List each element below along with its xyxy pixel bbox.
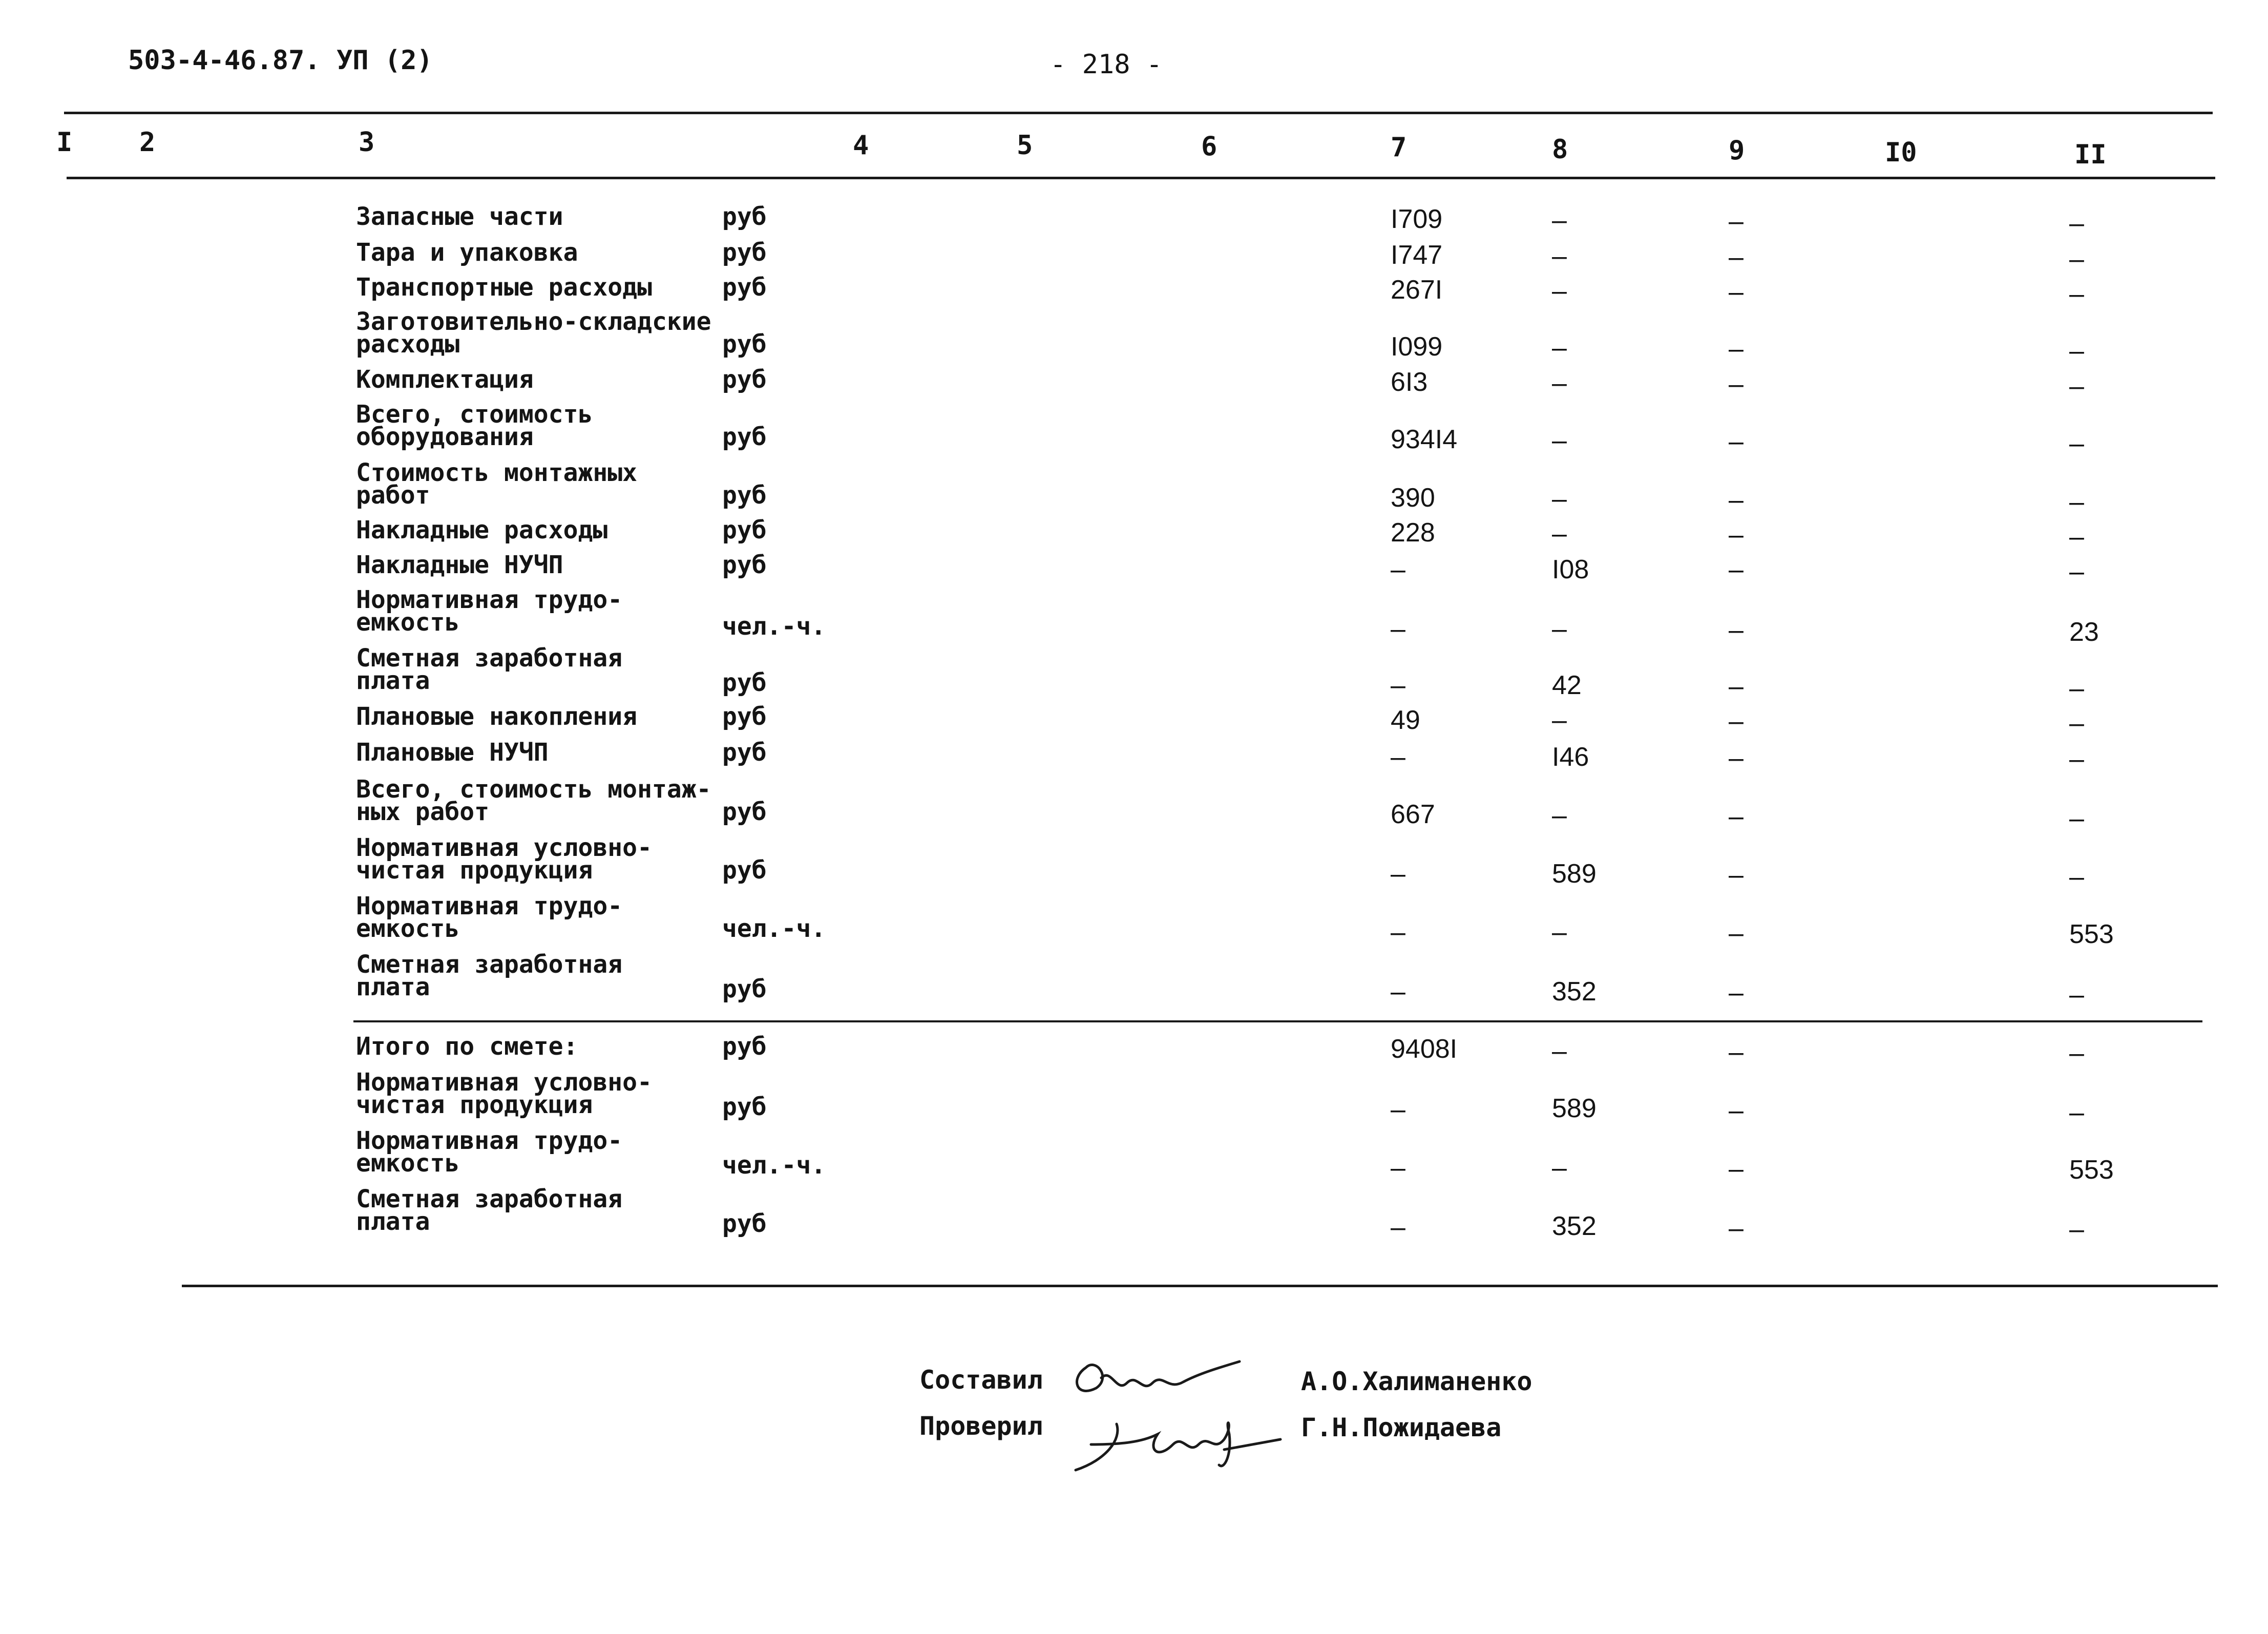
value-col-9: – bbox=[1729, 334, 1744, 364]
header-top-rule bbox=[64, 112, 2213, 114]
value-col-8: 589 bbox=[1552, 1094, 1597, 1123]
value-col-11: – bbox=[2069, 244, 2084, 274]
value-col-11: – bbox=[2069, 804, 2084, 833]
row-label: Запасные части bbox=[356, 202, 563, 231]
value-col-11: – bbox=[2069, 279, 2084, 309]
value-col-9: – bbox=[1729, 555, 1744, 584]
value-col-7: I747 bbox=[1391, 240, 1443, 270]
value-col-9: – bbox=[1729, 206, 1744, 236]
document-code: 503-4-46.87. УП (2) bbox=[128, 45, 433, 76]
value-col-9: – bbox=[1729, 369, 1744, 399]
value-col-8: – bbox=[1552, 368, 1567, 398]
compiled-by-name: А.О.Халиманенко bbox=[1301, 1367, 1532, 1396]
value-col-8: – bbox=[1552, 801, 1567, 830]
row-label-cont: емкость bbox=[356, 1149, 460, 1178]
column-number: 8 bbox=[1552, 134, 1568, 165]
compiled-by-label: Составил bbox=[919, 1365, 1043, 1395]
row-label: Транспортные расходы bbox=[356, 273, 652, 302]
value-col-9: – bbox=[1729, 242, 1744, 272]
value-col-11: – bbox=[2069, 557, 2084, 586]
value-col-8: I46 bbox=[1552, 742, 1589, 772]
value-col-11: – bbox=[2069, 980, 2084, 1010]
column-number: 4 bbox=[853, 130, 869, 161]
value-col-8: I08 bbox=[1552, 555, 1589, 584]
value-col-11: 553 bbox=[2069, 1155, 2114, 1185]
value-col-8: – bbox=[1552, 1036, 1567, 1066]
value-col-7: 9408I bbox=[1391, 1034, 1458, 1064]
value-col-9: – bbox=[1729, 1037, 1744, 1067]
row-unit: руб bbox=[722, 702, 767, 731]
value-col-8: 352 bbox=[1552, 1211, 1597, 1241]
value-col-11: – bbox=[2069, 429, 2084, 458]
value-col-9: – bbox=[1729, 1154, 1744, 1184]
row-label-cont: плата bbox=[356, 666, 430, 695]
value-col-8: – bbox=[1552, 614, 1567, 644]
header-bottom-rule bbox=[67, 177, 2215, 179]
value-col-9: – bbox=[1729, 743, 1744, 773]
row-unit: руб bbox=[722, 365, 767, 394]
value-col-11: 23 bbox=[2069, 617, 2099, 647]
column-number: II bbox=[2074, 139, 2107, 170]
value-col-7: – bbox=[1391, 859, 1405, 889]
value-col-8: – bbox=[1552, 241, 1567, 271]
row-unit: руб bbox=[722, 202, 767, 231]
row-label-cont: плата bbox=[356, 973, 430, 1001]
row-label: Сметная заработная bbox=[356, 950, 623, 979]
value-col-9: – bbox=[1729, 485, 1744, 515]
row-unit: руб bbox=[722, 856, 767, 885]
value-col-8: – bbox=[1552, 276, 1567, 306]
compiled-signature bbox=[1065, 1347, 1250, 1403]
row-label-cont: ных работ bbox=[356, 798, 490, 826]
value-col-11: – bbox=[2069, 744, 2084, 774]
row-label: Тара и упаковка bbox=[356, 238, 578, 267]
row-unit: руб bbox=[722, 738, 767, 767]
row-unit: руб bbox=[722, 238, 767, 267]
value-col-11: – bbox=[2069, 1098, 2084, 1127]
row-unit: руб bbox=[722, 668, 767, 697]
value-col-7: 667 bbox=[1391, 800, 1435, 829]
row-label: Накладные НУЧП bbox=[356, 551, 563, 579]
row-unit: руб bbox=[722, 1032, 767, 1061]
row-unit: руб bbox=[722, 481, 767, 510]
value-col-7: – bbox=[1391, 1212, 1405, 1242]
value-col-7: – bbox=[1391, 742, 1405, 772]
value-col-11: – bbox=[2069, 674, 2084, 703]
row-label: Плановые накопления bbox=[356, 702, 638, 731]
value-col-8: – bbox=[1552, 484, 1567, 514]
value-col-7: I709 bbox=[1391, 204, 1443, 234]
checked-by-label: Проверил bbox=[919, 1411, 1043, 1441]
column-number: I0 bbox=[1885, 137, 1917, 168]
row-label: Нормативная условно- bbox=[356, 1068, 652, 1097]
row-label-cont: плата bbox=[356, 1207, 430, 1236]
column-number: 6 bbox=[1201, 131, 1217, 162]
row-label-cont: чистая продукция bbox=[356, 856, 593, 885]
value-col-11: – bbox=[2069, 1038, 2084, 1068]
row-label: Стоимость монтажных bbox=[356, 458, 638, 487]
row-label-cont: работ bbox=[356, 481, 430, 510]
value-col-8: – bbox=[1552, 333, 1567, 363]
value-col-8: – bbox=[1552, 705, 1567, 735]
row-label-cont: емкость bbox=[356, 914, 460, 943]
column-number: 3 bbox=[359, 127, 375, 158]
value-col-11: – bbox=[2069, 708, 2084, 738]
column-number: 9 bbox=[1729, 135, 1745, 166]
value-col-8: 589 bbox=[1552, 859, 1597, 889]
value-col-11: – bbox=[2069, 1214, 2084, 1244]
row-label-cont: расходы bbox=[356, 330, 460, 359]
value-col-11: – bbox=[2069, 208, 2084, 238]
row-unit: руб bbox=[722, 1093, 767, 1121]
row-unit: руб bbox=[722, 798, 767, 826]
value-col-9: – bbox=[1729, 860, 1744, 890]
value-col-11: – bbox=[2069, 336, 2084, 366]
value-col-11: – bbox=[2069, 862, 2084, 892]
value-col-7: – bbox=[1391, 555, 1405, 584]
row-label: Накладные расходы bbox=[356, 516, 608, 544]
value-col-9: – bbox=[1729, 706, 1744, 736]
value-col-7: 228 bbox=[1391, 518, 1435, 548]
row-label: Всего, стоимость монтаж- bbox=[356, 775, 711, 804]
value-col-8: – bbox=[1552, 205, 1567, 235]
table-bottom-rule bbox=[182, 1285, 2218, 1287]
value-col-9: – bbox=[1729, 427, 1744, 456]
value-col-7: 390 bbox=[1391, 483, 1435, 513]
value-col-7: I099 bbox=[1391, 332, 1443, 362]
row-unit: чел.-ч. bbox=[722, 914, 826, 943]
row-label: Нормативная трудо- bbox=[356, 892, 623, 920]
value-col-11: – bbox=[2069, 371, 2084, 401]
value-col-8: 42 bbox=[1552, 671, 1582, 700]
column-number: 7 bbox=[1391, 132, 1407, 163]
row-unit: руб bbox=[722, 330, 767, 359]
value-col-9: – bbox=[1729, 672, 1744, 701]
value-col-7: – bbox=[1391, 614, 1405, 644]
value-col-8: – bbox=[1552, 519, 1567, 549]
value-col-7: – bbox=[1391, 1153, 1405, 1183]
value-col-9: – bbox=[1729, 1096, 1744, 1125]
row-unit: руб bbox=[722, 516, 767, 544]
value-col-7: 49 bbox=[1391, 705, 1420, 735]
value-col-9: – bbox=[1729, 277, 1744, 307]
row-label: Нормативная трудо- bbox=[356, 1126, 623, 1155]
row-label-cont: оборудования bbox=[356, 423, 534, 451]
value-col-9: – bbox=[1729, 978, 1744, 1008]
row-label: Заготовительно-складские bbox=[356, 307, 711, 336]
page-number: - 218 - bbox=[1050, 49, 1163, 80]
totals-separator bbox=[353, 1020, 2202, 1022]
row-label-cont: емкость bbox=[356, 608, 460, 637]
row-unit: чел.-ч. bbox=[722, 612, 826, 641]
value-col-7: – bbox=[1391, 917, 1405, 947]
value-col-8: – bbox=[1552, 426, 1567, 455]
value-col-9: – bbox=[1729, 918, 1744, 948]
value-col-7: – bbox=[1391, 977, 1405, 1007]
value-col-11: – bbox=[2069, 522, 2084, 552]
value-col-7: – bbox=[1391, 1095, 1405, 1124]
value-col-9: – bbox=[1729, 1213, 1744, 1243]
value-col-7: 6I3 bbox=[1391, 367, 1428, 397]
value-col-11: – bbox=[2069, 487, 2084, 517]
column-number: 5 bbox=[1017, 130, 1033, 161]
value-col-7: – bbox=[1391, 671, 1405, 700]
row-label: Сметная заработная bbox=[356, 644, 623, 673]
row-unit: руб bbox=[722, 1209, 767, 1238]
column-number: I bbox=[56, 127, 73, 158]
value-col-8: 352 bbox=[1552, 977, 1597, 1007]
value-col-7: 934I4 bbox=[1391, 425, 1458, 454]
row-unit: руб bbox=[722, 423, 767, 451]
value-col-7: 267I bbox=[1391, 275, 1443, 305]
row-label-cont: чистая продукция bbox=[356, 1091, 593, 1119]
row-unit: руб bbox=[722, 273, 767, 302]
row-label: Всего, стоимость bbox=[356, 400, 593, 429]
value-col-9: – bbox=[1729, 520, 1744, 550]
row-unit: чел.-ч. bbox=[722, 1151, 826, 1180]
row-label: Комплектация bbox=[356, 365, 534, 394]
value-col-8: – bbox=[1552, 917, 1567, 947]
checked-signature bbox=[1060, 1403, 1286, 1475]
value-col-9: – bbox=[1729, 802, 1744, 831]
column-number: 2 bbox=[139, 127, 156, 158]
row-label: Итого по смете: bbox=[356, 1032, 578, 1061]
value-col-9: – bbox=[1729, 615, 1744, 645]
row-label: Сметная заработная bbox=[356, 1185, 623, 1213]
row-label: Плановые НУЧП bbox=[356, 738, 549, 767]
value-col-11: 553 bbox=[2069, 919, 2114, 949]
row-unit: руб bbox=[722, 975, 767, 1003]
row-label: Нормативная условно- bbox=[356, 833, 652, 862]
value-col-8: – bbox=[1552, 1153, 1567, 1183]
row-unit: руб bbox=[722, 551, 767, 579]
row-label: Нормативная трудо- bbox=[356, 585, 623, 614]
checked-by-name: Г.Н.Пожидаева bbox=[1301, 1413, 1502, 1442]
